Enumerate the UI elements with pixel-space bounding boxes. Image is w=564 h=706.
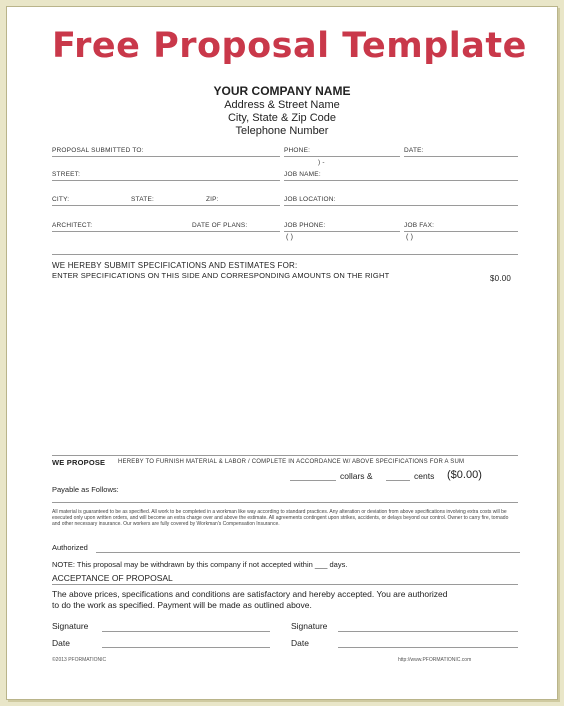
specs-subheading: ENTER SPECIFICATIONS ON THIS SIDE AND CORRESPONDING AMOUNTS ON THE RIGHT — [52, 271, 390, 280]
acceptance-divider — [52, 584, 518, 585]
street-line[interactable] — [52, 180, 280, 181]
job-fax-line[interactable] — [404, 231, 518, 232]
company-address: Address & Street Name — [224, 99, 340, 111]
phone-line[interactable] — [284, 156, 400, 157]
city-state-zip-line[interactable] — [52, 205, 280, 206]
specs-amount: $0.00 — [490, 274, 512, 283]
company-phone: Telephone Number — [235, 125, 329, 137]
date-right-label: Date — [291, 638, 309, 648]
footer-right[interactable]: http://www.PFORMATIONIC.com — [398, 657, 472, 663]
signature-right-label: Signature — [291, 621, 328, 631]
propose-divider — [52, 455, 518, 456]
job-phone-label: JOB PHONE: — [284, 222, 326, 229]
cents-label: cents — [414, 471, 435, 481]
date-right-line[interactable] — [338, 647, 518, 648]
zip-label: ZIP: — [206, 196, 219, 203]
specifications-area[interactable] — [52, 286, 518, 450]
fine-print: All material is guaranteed to be as specified. All work to be completed in a workman like way according to standard practices. Any alteration or deviation from above specifications involving extra costs will be executed only upon written orders, and will become an extra charge over and above the estimate. All agreements contingent upon strikes, accidents, or delays beyond our control. Owner to carry fire, tornado and other necessary insurance. Our workers are fully covered by Workman's Compensation Insurance. — [52, 509, 509, 527]
proposal-to-label: PROPOSAL SUBMITTED TO: — [52, 147, 144, 154]
job-name-label: JOB NAME: — [284, 171, 321, 178]
propose-text: HEREBY TO FURNISH MATERIAL & LABOR / COMPLETE IN ACCORDANCE W/ ABOVE SPECIFICATIONS FOR A SUM — [118, 459, 465, 465]
acceptance-text-1: The above prices, specifications and conditions are satisfactory and hereby accepted. You are authorized — [52, 589, 448, 599]
acceptance-heading: ACCEPTANCE OF PROPOSAL — [52, 573, 173, 583]
payable-line[interactable] — [52, 502, 518, 503]
date-left-label: Date — [52, 638, 70, 648]
date-of-plans-label: DATE OF PLANS: — [192, 222, 248, 229]
note-text: NOTE: This proposal may be withdrawn by this company if not accepted within ___ days. — [52, 560, 348, 569]
cents-line[interactable] — [386, 480, 410, 481]
date-label: DATE: — [404, 147, 424, 154]
footer-left: ©2013 PFORMATIONIC — [52, 657, 107, 663]
dollars-line[interactable] — [290, 480, 336, 481]
signature-right-line[interactable] — [338, 631, 518, 632]
specs-divider — [52, 254, 518, 255]
state-label: STATE: — [131, 196, 154, 203]
specs-heading: WE HEREBY SUBMIT SPECIFICATIONS AND ESTIMATES FOR: — [52, 261, 298, 270]
company-name: YOUR COMPANY NAME — [213, 84, 351, 98]
authorized-label: Authorized — [52, 543, 88, 552]
job-location-line[interactable] — [284, 205, 518, 206]
job-name-line[interactable] — [284, 180, 518, 181]
acceptance-text-2: to do the work as specified. Payment will be made as outlined above. — [52, 600, 312, 610]
proposal-to-line[interactable] — [52, 156, 280, 157]
street-label: STREET: — [52, 171, 81, 178]
signature-left-label: Signature — [52, 621, 89, 631]
date-left-line[interactable] — [102, 647, 270, 648]
job-phone-line[interactable] — [284, 231, 400, 232]
company-city: City, State & Zip Code — [227, 112, 336, 124]
signature-left-line[interactable] — [102, 631, 270, 632]
architect-label: ARCHITECT: — [52, 222, 93, 229]
city-label: CITY: — [52, 196, 70, 203]
job-phone-value: ( ) — [286, 234, 294, 241]
authorized-line[interactable] — [96, 552, 520, 553]
architect-line[interactable] — [52, 231, 280, 232]
propose-label: WE PROPOSE — [52, 458, 106, 467]
job-fax-label: JOB FAX: — [404, 222, 435, 229]
phone-label: PHONE: — [284, 147, 311, 154]
dollars-label: collars & — [340, 471, 373, 481]
page-title: Free Proposal Template — [52, 26, 527, 66]
date-line[interactable] — [404, 156, 518, 157]
phone-value: ) - — [318, 159, 325, 166]
job-location-label: JOB LOCATION: — [284, 196, 336, 203]
job-fax-value: ( ) — [406, 234, 414, 241]
propose-amount: ($0.00) — [447, 469, 482, 481]
payable-label: Payable as Follows: — [52, 485, 119, 494]
